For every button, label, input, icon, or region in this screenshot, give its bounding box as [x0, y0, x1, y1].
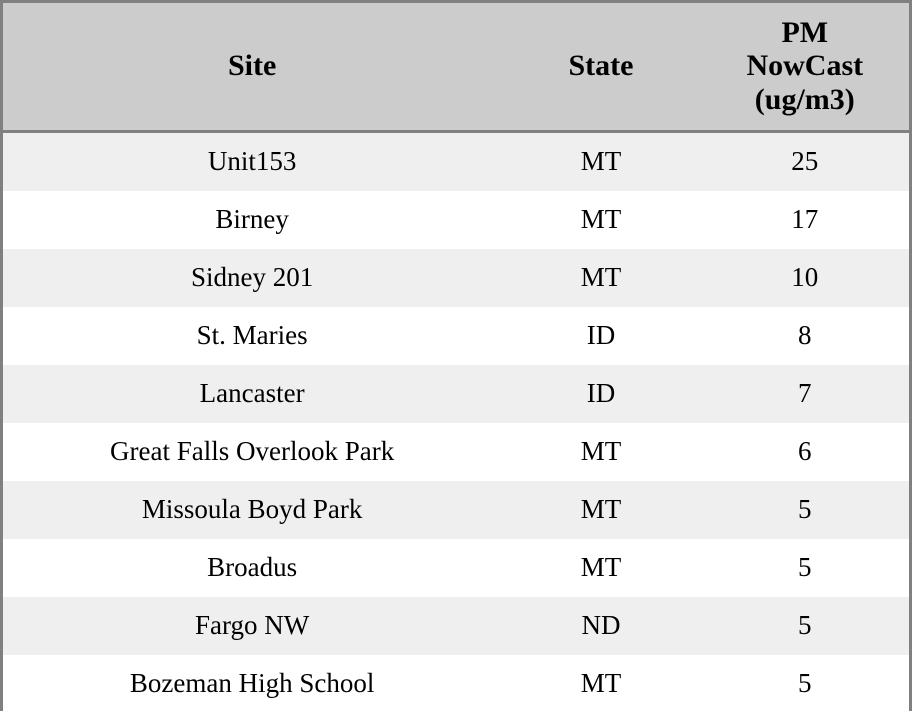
cell-site: Broadus: [3, 539, 501, 597]
cell-site: Fargo NW: [3, 597, 501, 655]
cell-pm: 25: [701, 131, 909, 191]
cell-site: Lancaster: [3, 365, 501, 423]
cell-state: ID: [501, 307, 700, 365]
table-row: [3, 539, 909, 597]
table-body: [3, 131, 909, 713]
cell-state: MT: [501, 539, 700, 597]
cell-pm: 6: [701, 423, 909, 481]
column-header-pm-line3: (ug/m3): [754, 83, 855, 117]
cell-site: Sidney 201: [3, 249, 501, 307]
cell-state: MT: [501, 131, 700, 191]
cell-site: Unit153: [3, 131, 501, 191]
cell-state: MT: [501, 249, 700, 307]
column-header-state: [501, 3, 700, 131]
cell-site: Birney: [3, 191, 501, 249]
cell-pm: 5: [701, 539, 909, 597]
table-header-row: [3, 3, 909, 131]
column-header-pm-line1: PM: [781, 15, 829, 49]
air-quality-table: [3, 3, 909, 713]
cell-site: Great Falls Overlook Park: [3, 423, 501, 481]
column-header-state-label: State: [568, 49, 634, 83]
cell-state: MT: [501, 655, 700, 713]
cell-state: MT: [501, 191, 700, 249]
column-header-site-label: Site: [227, 49, 277, 83]
table-row: [3, 597, 909, 655]
column-header-pm-nowcast: [701, 3, 909, 131]
table-header: [3, 3, 909, 131]
cell-pm: 8: [701, 307, 909, 365]
cell-pm: 7: [701, 365, 909, 423]
table-row: [3, 655, 909, 713]
table-row: [3, 307, 909, 365]
cell-pm: 5: [701, 655, 909, 713]
cell-state: MT: [501, 481, 700, 539]
table-row: [3, 249, 909, 307]
column-header-pm-line2: NowCast: [746, 49, 864, 83]
cell-pm: 10: [701, 249, 909, 307]
table-row: [3, 365, 909, 423]
table-row: [3, 191, 909, 249]
cell-site: St. Maries: [3, 307, 501, 365]
cell-pm: 5: [701, 481, 909, 539]
table-row: [3, 131, 909, 191]
cell-site: Bozeman High School: [3, 655, 501, 713]
cell-pm: 5: [701, 597, 909, 655]
table-row: [3, 481, 909, 539]
cell-state: MT: [501, 423, 700, 481]
cell-site: Missoula Boyd Park: [3, 481, 501, 539]
cell-state: ND: [501, 597, 700, 655]
table-row: [3, 423, 909, 481]
cell-pm: 17: [701, 191, 909, 249]
cell-state: ID: [501, 365, 700, 423]
column-header-site: [3, 3, 501, 131]
